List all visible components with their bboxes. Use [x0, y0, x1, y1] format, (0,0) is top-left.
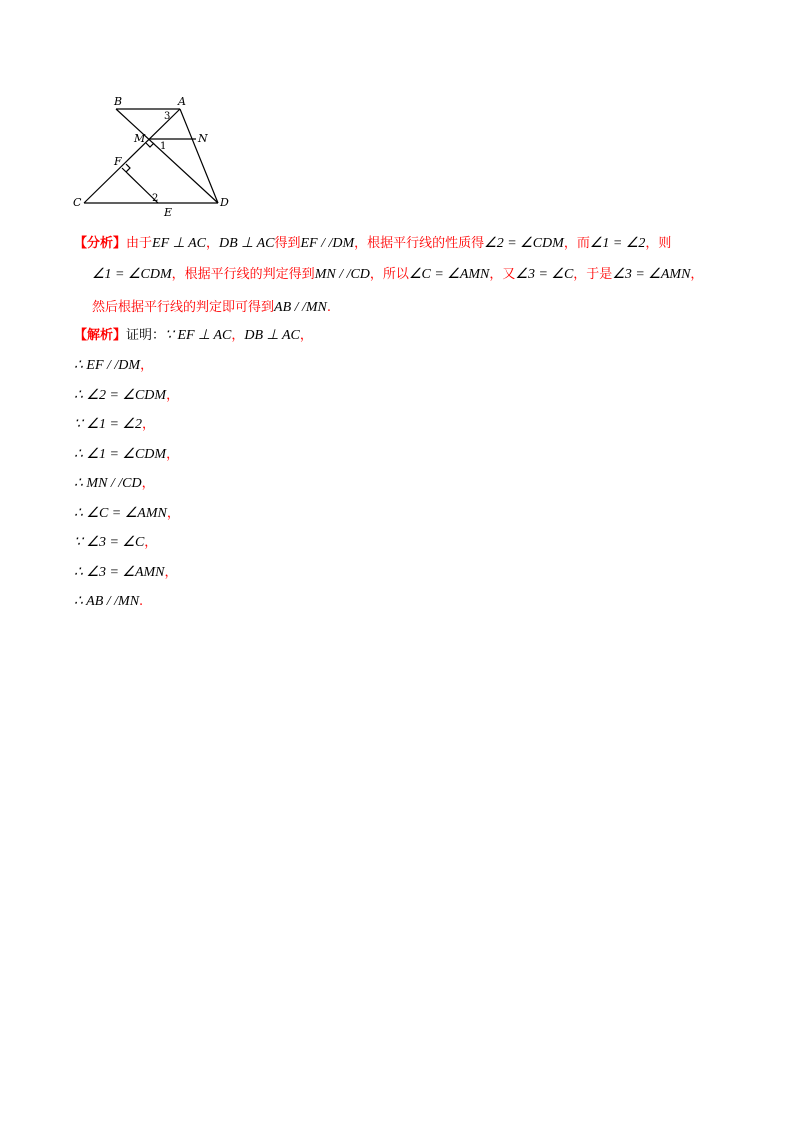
- analysis-text: .: [326, 300, 332, 315]
- solution-step: [74, 356, 153, 376]
- label-b: B: [114, 95, 123, 108]
- math-expression: ∠1 = ∠2: [589, 236, 646, 251]
- analysis-tag: 【分析】: [74, 236, 127, 251]
- solution-step: [74, 415, 155, 435]
- math-expression: ∠3 = ∠AMN: [612, 267, 691, 282]
- angle-label-1: 1: [160, 141, 167, 152]
- analysis-line-3: [92, 298, 331, 318]
- step-end: ，: [144, 535, 158, 550]
- step-end: ，: [141, 476, 155, 491]
- solution-step: [74, 592, 143, 612]
- label-d: D: [220, 196, 229, 209]
- step-end: ，: [141, 417, 155, 432]
- right-angle-mark-f: [126, 164, 130, 172]
- analysis-text: 由于: [126, 236, 153, 251]
- solution-step: [74, 445, 179, 465]
- step-end: ，: [166, 506, 180, 521]
- analysis-line-2-content: [92, 267, 703, 282]
- analysis-line-1-content: [126, 236, 671, 251]
- math-expression: ∠1 = ∠CDM: [92, 267, 172, 282]
- step-end: ，: [166, 447, 180, 462]
- solution-intro-math-2: DB ⊥ AC: [244, 328, 300, 343]
- math-expression: ∠2 = ∠CDM: [484, 236, 564, 251]
- math-expression: ∠C = ∠AMN: [408, 267, 490, 282]
- analysis-text: ，根据平行线的性质得: [354, 236, 485, 251]
- math-expression: EF ⊥ AC: [152, 236, 206, 251]
- label-e: E: [164, 206, 173, 219]
- solution-step: [74, 533, 157, 553]
- geometry-diagram: [70, 92, 240, 220]
- analysis-text: ，根据平行线的判定得到: [171, 267, 315, 282]
- analysis-text: ，: [205, 236, 219, 251]
- math-expression: AB / /MN: [274, 300, 327, 315]
- solution-step: [74, 386, 179, 406]
- step-math: ∴ ∠C = ∠AMN: [74, 506, 167, 521]
- label-n: N: [198, 132, 208, 145]
- geometry-figure: [70, 92, 240, 220]
- right-angle-mark-m: [146, 143, 154, 147]
- step-math: ∵ ∠1 = ∠2: [74, 417, 142, 432]
- analysis-text: 然后根据平行线的判定即可得到: [92, 300, 275, 315]
- analysis-text: ，所以: [369, 267, 409, 282]
- analysis-text: 得到: [274, 236, 301, 251]
- solution-step: [74, 563, 178, 583]
- step-math: ∴ ∠2 = ∠CDM: [74, 388, 167, 403]
- segment-ad: [180, 109, 218, 203]
- analysis-text: ，于是: [573, 267, 613, 282]
- step-math: ∴ AB / /MN: [74, 594, 140, 609]
- step-end: .: [139, 594, 144, 609]
- step-math: ∴ MN / /CD: [74, 476, 142, 491]
- solution-intro-math: ∵ EF ⊥ AC: [165, 328, 232, 343]
- analysis-line-1: [74, 234, 671, 254]
- analysis-text: ，而: [563, 236, 590, 251]
- label-f: F: [114, 155, 122, 168]
- solution-intro-sep: ，: [231, 328, 245, 343]
- analysis-line-3-content: [92, 300, 331, 315]
- solution-step: [74, 504, 180, 524]
- solution-intro-end: ，: [299, 328, 313, 343]
- math-expression: ∠3 = ∠C: [515, 267, 574, 282]
- math-expression: EF / /DM: [300, 236, 355, 251]
- math-expression: DB ⊥ AC: [218, 236, 275, 251]
- analysis-text: ，又: [489, 267, 516, 282]
- step-math: ∵ ∠3 = ∠C: [74, 535, 145, 550]
- analysis-text: ，: [690, 267, 704, 282]
- step-end: ，: [166, 388, 180, 403]
- solution-header: [74, 326, 313, 346]
- label-c: C: [73, 196, 82, 209]
- solution-intro: 证明：: [126, 328, 166, 343]
- solution-tag: 【解析】: [74, 328, 127, 343]
- label-a: A: [178, 95, 186, 108]
- math-expression: MN / /CD: [314, 267, 370, 282]
- analysis-text: ，则: [645, 236, 672, 251]
- step-math: ∴ EF / /DM: [74, 358, 141, 373]
- step-end: ，: [140, 358, 154, 373]
- step-end: ，: [164, 565, 178, 580]
- analysis-line-2: [92, 265, 703, 285]
- angle-label-3: 3: [164, 111, 171, 122]
- step-math: ∴ ∠3 = ∠AMN: [74, 565, 165, 580]
- step-math: ∴ ∠1 = ∠CDM: [74, 447, 167, 462]
- angle-label-2: 2: [152, 193, 159, 204]
- label-m: M: [134, 132, 146, 145]
- solution-step: [74, 474, 155, 494]
